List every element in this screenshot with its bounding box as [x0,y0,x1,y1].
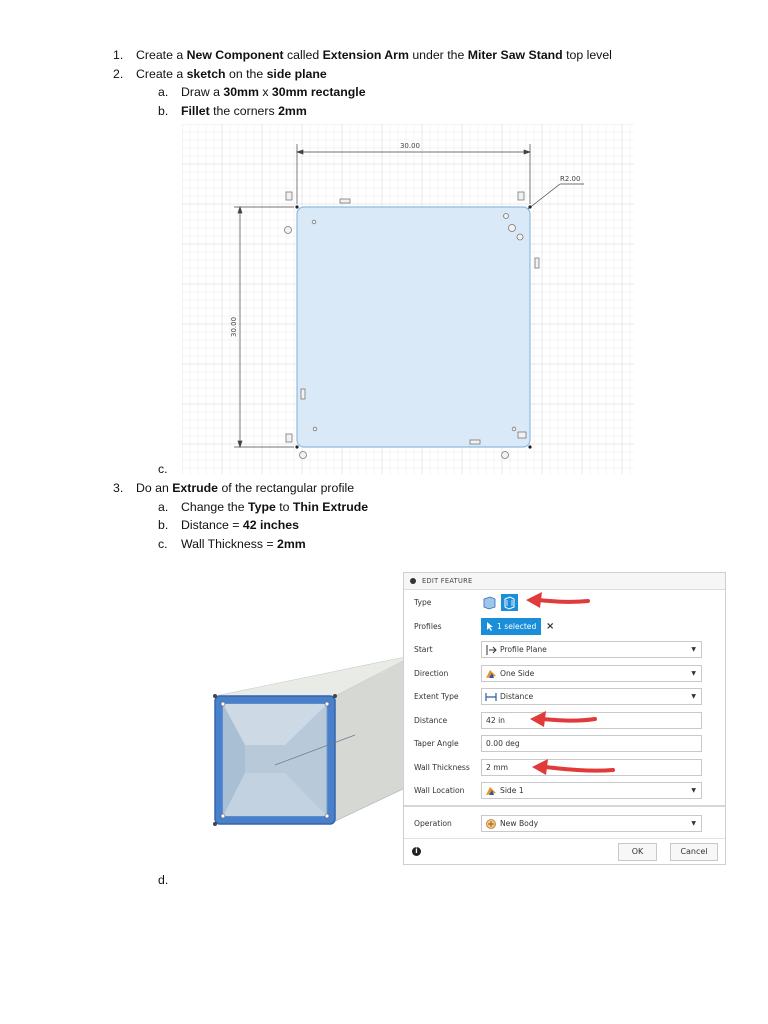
profiles-selection-button[interactable]: 1 selected [481,618,541,635]
step-letter: a. [158,500,169,514]
row-wall-thickness [404,756,725,780]
wall-location-select[interactable]: Side 1 ▼ [481,782,702,799]
row-label: Taper Angle [414,739,459,748]
row-label: Wall Thickness [414,762,470,772]
step-text: Change the Type to Thin Extrude [181,500,369,514]
collapse-icon[interactable] [410,578,416,584]
sketch-figure [182,124,634,474]
chevron-down-icon: ▼ [691,646,696,653]
panel-title: EDIT FEATURE [422,577,473,585]
start-select[interactable]: Profile Plane ▼ [481,641,702,658]
cursor-icon [486,621,494,638]
row-extent-type [404,685,725,709]
taper-angle-input[interactable]: 0.00 deg [481,735,702,752]
row-taper-angle [404,732,725,756]
distance-input[interactable]: 42 in [481,712,702,729]
direction-select[interactable]: One Side ▼ [481,665,702,682]
clear-selection-icon[interactable]: × [546,620,555,632]
height-dimension-label: 30.00 [230,316,238,338]
profile-plane-icon [485,644,497,656]
one-side-icon [485,668,497,680]
step-text: Do an Extrude of the rectangular profile [136,481,355,495]
step-text: Create a New Component called Extension Arm under the Miter Saw Stand top level [136,48,612,62]
width-dimension-label: 30.00 [399,142,421,150]
footer-divider [404,838,725,839]
extent-type-select[interactable]: Distance ▼ [481,688,702,705]
step-number: 3. [113,481,124,495]
row-label: Wall Location [414,786,465,795]
step-number: 2. [113,67,124,81]
row-operation [404,812,725,836]
step-3d-letter: d. [158,873,169,887]
row-label: Operation [414,819,452,828]
chevron-down-icon: ▼ [691,669,696,677]
cancel-button[interactable]: Cancel [670,843,718,861]
chevron-down-icon: ▼ [691,787,696,794]
step-text: Create a sketch on the side plane [136,67,327,81]
rectangle-profile[interactable] [297,207,530,447]
divider [404,805,725,807]
row-label: Start [414,645,433,654]
thin-extrude-icon[interactable] [501,594,518,611]
step-letter: b. [158,518,169,532]
step-text: Fillet the corners 2mm [181,104,307,118]
distance-icon [485,691,497,703]
edit-feature-panel [403,572,726,865]
row-label: Extent Type [414,692,459,701]
chevron-down-icon: ▼ [691,820,696,827]
wall-thickness-input[interactable]: 2 mm [481,759,702,776]
row-wall-location [404,779,725,803]
row-start [404,638,725,662]
row-label: Type [414,598,432,607]
row-label: Profiles [414,621,442,631]
chevron-down-icon: ▼ [691,693,696,700]
panel-header [404,573,725,590]
row-label: Direction [414,668,449,678]
info-icon[interactable]: i [412,847,421,856]
step-letter: b. [158,104,169,118]
operation-select[interactable]: New Body ▼ [481,815,702,832]
step-letter: c. [158,537,168,551]
row-distance [404,709,725,733]
row-profiles [404,615,725,639]
row-type [404,591,725,615]
step-text: Distance = 42 inches [181,518,299,532]
solid-extrude-icon[interactable] [481,594,498,611]
step-text: Draw a 30mm x 30mm rectangle [181,85,366,99]
new-body-icon [485,818,497,830]
step-2c-letter: c. [158,462,168,476]
ok-button[interactable]: OK [618,843,657,861]
radius-dimension-label: R2.00 [560,175,581,183]
row-label: Distance [414,715,448,725]
row-direction [404,662,725,686]
step-number: 1. [113,48,124,62]
step-letter: a. [158,85,169,99]
step-text: Wall Thickness = 2mm [181,537,306,551]
extruded-tube-view [205,640,405,840]
side-1-icon [485,785,497,797]
